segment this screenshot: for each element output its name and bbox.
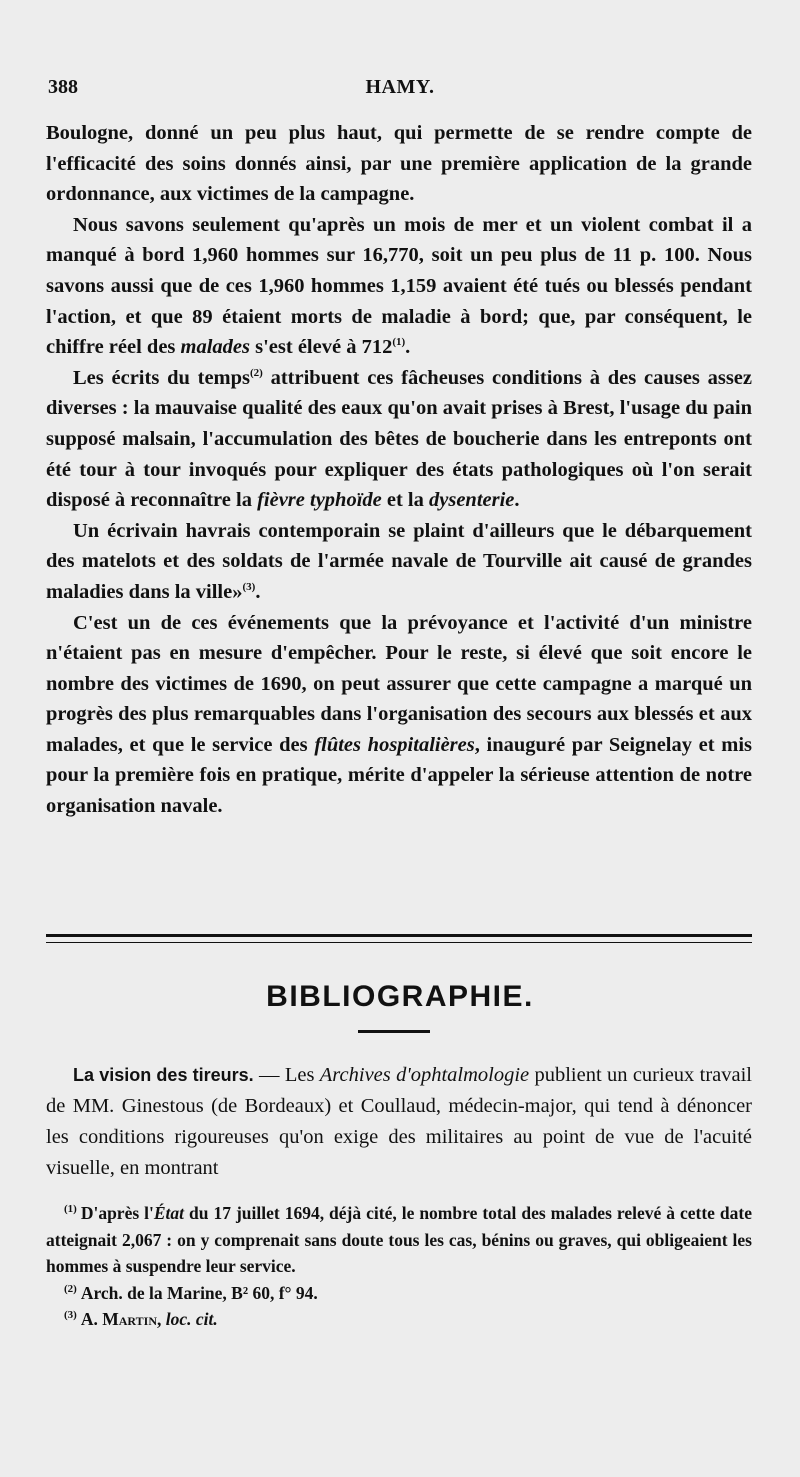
paragraph-5-italic: flûtes hospitalières [314,733,475,756]
paragraph-2-italic: malades [180,336,250,359]
footnote-1-text-a: D'après l' [80,1203,154,1223]
paragraph-3-italic-1: fièvre typhoïde [257,489,382,512]
title-underline [358,1030,430,1033]
bibliography-entry [46,1060,752,1184]
paragraph-2-text-a: Nous savons seulement qu'après un mois de mer et un violent combat il a manqué à bord 1,960 hommes sur 16,770, soit un peu plus de 11 p. 100. Nous savons aussi que de ces 1,960 hommes 1,159 avaient été tués ou blessés pendant l'action, et que 89 étaient morts de maladie à bord; que, par conséquent, le chiffre réel des [46,213,752,359]
running-title: HAMY. [365,76,435,98]
section-divider [46,934,752,943]
bibliography-paragraph [46,1060,752,1184]
paragraph-3-text-a: Les écrits du temps [73,366,251,389]
main-text [46,118,752,822]
bibliography-lead: La vision des tireurs. [73,1065,254,1085]
journal-title: Archives d'ophtalmologie [319,1064,530,1086]
paragraph-4 [46,516,752,608]
footnote-2-marker: (2) [64,1282,77,1295]
running-header [46,76,754,106]
footnote-1-text-b: du 17 juillet 1694, déjà cité, le nombre total des malades relevé à cette date atteignait 2,067 : on y comprenait sans doute tous les cas, bénins ou graves, qui obligeaient les hommes à suspendre leur service. [46,1203,752,1276]
footnote-1-italic: État [153,1203,185,1223]
paragraph-5-text-b: , inauguré par Seignelay et mis pour la première fois en pratique, mérite d'appeler la sérieuse attention de notre organisation navale. [46,733,753,818]
paragraph-5-text-a: C'est un de ces événements que la prévoyance et l'activité d'un ministre n'étaient pas en mesure d'empêcher. Pour le reste, si élevé que soit encore le nombre des victimes de 1690, on peut assurer que cette campagne a marqué un progrès des plus remarquables dans l'organisation des secours aux blessés et aux malades, et que le service des [46,611,752,756]
paragraph-3-text-b: attribuent ces fâcheuses conditions à des causes assez diverses : la mauvaise qualité des eaux qu'on avait prises à Brest, l'usage du pain supposé malsain, l'accumulation des bêtes de boucherie dans les entreponts ont été tour à tour invoqués pour expliquer des états pathologiques où l'on serait disposé à reconnaître la [46,366,752,512]
footnote-ref-2: (2) [250,366,263,379]
footnote-3-author: Martin [102,1309,157,1329]
paragraph-1 [46,118,752,210]
footnotes [46,1200,752,1333]
paragraph-3-text-c: et la [381,489,429,512]
paragraph-4-text-b: . [255,580,261,603]
paragraph-2-text-c: . [405,336,411,359]
footnote-ref-3: (3) [242,581,256,594]
footnote-3-marker: (3) [64,1309,77,1322]
paragraph-2-text-b: s'est élevé à 712 [250,336,393,359]
footnote-ref-1: (1) [392,336,406,349]
bibliography-text: publient un curieux travail de MM. Ginestous (de Bordeaux) et Coullaud, médecin-major, qui tend à dénoncer les conditions rigoureuses qu'on exige des militaires au point de vue de l'acuité visuelle, en montrant [46,1064,752,1179]
page-number: 388 [48,76,78,98]
footnote-1 [46,1200,752,1280]
bibliography-dash: — Les [253,1064,320,1086]
footnote-2 [46,1280,752,1307]
paragraph-3-italic-2: dysenterie [429,489,515,512]
footnote-3-italic: loc. cit. [165,1309,218,1329]
section-title: BIBLIOGRAPHIE. [266,980,534,1013]
footnote-2-text: Arch. de la Marine, B² 60, f° 94. [80,1282,318,1303]
paragraph-3 [46,363,752,516]
paragraph-3-text-d: . [514,489,520,512]
paragraph-2 [46,210,752,363]
paragraph-5 [46,608,752,822]
paragraph-4-text-a: Un écrivain havrais contemporain se plaint d'ailleurs que le débarquement des matelots et des soldats de l'armée navale de Tourville ait causé de grandes maladies dans la ville» [46,519,752,603]
footnote-3-text-a: A. [80,1309,103,1329]
paragraph-1-text: Boulogne, donné un peu plus haut, qui permette de se rendre compte de l'efficacité des soins donnés ainsi, par une première application de la grande ordonnance, aux victimes de la campagne. [46,122,752,206]
footnote-3 [46,1306,752,1333]
footnote-3-text-b: , [157,1309,166,1329]
footnote-1-marker: (1) [64,1203,77,1216]
